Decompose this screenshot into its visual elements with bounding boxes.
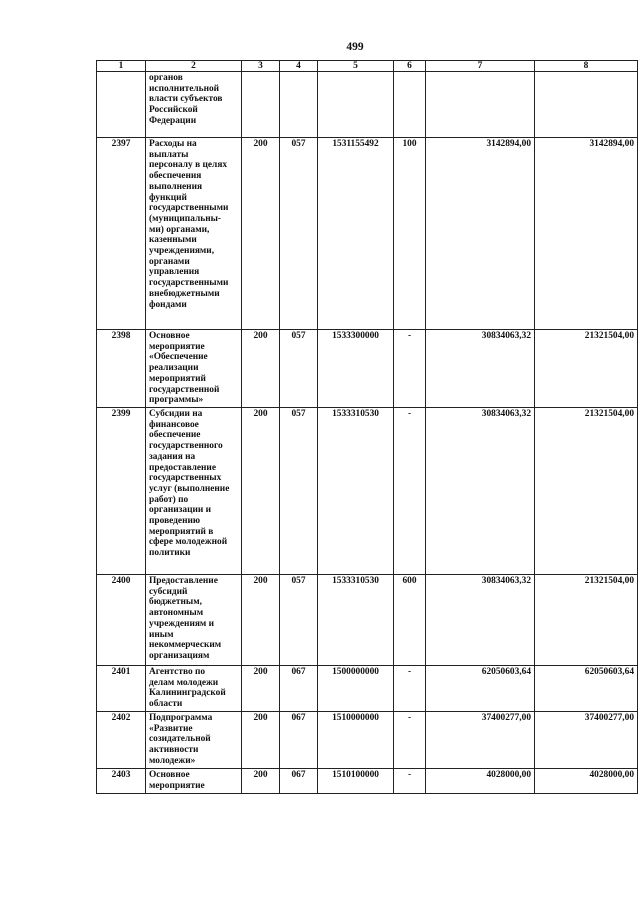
cell-col5 xyxy=(318,72,394,138)
row-description: органов исполнительной власти субъектов Российской Федерации xyxy=(146,72,242,138)
cell-col6 xyxy=(394,72,426,138)
table-row xyxy=(97,666,638,712)
table-row xyxy=(97,712,638,769)
cell-col8: 21321504,00 xyxy=(535,330,638,408)
row-number: 2399 xyxy=(97,408,146,575)
cell-col6: - xyxy=(394,666,426,712)
cell-col5: 1500000000 xyxy=(318,666,394,712)
cell-col4: 067 xyxy=(280,666,318,712)
cell-col3: 200 xyxy=(242,408,280,575)
cell-col7: 4028000,00 xyxy=(426,769,535,794)
page-number: 499 xyxy=(346,41,364,53)
row-description: Подпрограмма «Развитие созидательной активности молодежи» xyxy=(146,712,242,769)
cell-col8: 4028000,00 xyxy=(535,769,638,794)
row-description: Агентство по делам молодежи Калининградской области xyxy=(146,666,242,712)
row-number: 2402 xyxy=(97,712,146,769)
cell-col8 xyxy=(535,72,638,138)
cell-col3: 200 xyxy=(242,330,280,408)
cell-col8: 62050603,64 xyxy=(535,666,638,712)
cell-col8: 3142894,00 xyxy=(535,138,638,330)
row-description: Предоставление субсидий бюджетным, автономным учреждениям и иным некоммерческим организациям xyxy=(146,575,242,666)
row-description: Основное мероприятие xyxy=(146,769,242,794)
cell-col8: 37400277,00 xyxy=(535,712,638,769)
column-header: 1 xyxy=(97,61,146,72)
table-row xyxy=(97,408,638,575)
cell-col6: - xyxy=(394,408,426,575)
cell-col3 xyxy=(242,72,280,138)
cell-col6: - xyxy=(394,712,426,769)
budget-table xyxy=(96,60,638,794)
cell-col5: 1510100000 xyxy=(318,769,394,794)
cell-col3: 200 xyxy=(242,575,280,666)
row-number: 2398 xyxy=(97,330,146,408)
column-header: 3 xyxy=(242,61,280,72)
cell-col7: 3142894,00 xyxy=(426,138,535,330)
column-header: 8 xyxy=(535,61,638,72)
cell-col4: 057 xyxy=(280,575,318,666)
column-header: 6 xyxy=(394,61,426,72)
cell-col5: 1533310530 xyxy=(318,408,394,575)
row-description: Субсидии на финансовое обеспечение государственного задания на предоставление государственных услуг (выполнение работ) по организации и проведению мероприятий в сфере молодежной политики xyxy=(146,408,242,575)
row-number: 2400 xyxy=(97,575,146,666)
cell-col7: 37400277,00 xyxy=(426,712,535,769)
cell-col3: 200 xyxy=(242,666,280,712)
table-row xyxy=(97,72,638,138)
row-number: 2397 xyxy=(97,138,146,330)
cell-col6: - xyxy=(394,769,426,794)
cell-col5: 1531155492 xyxy=(318,138,394,330)
cell-col5: 1533310530 xyxy=(318,575,394,666)
column-header: 2 xyxy=(146,61,242,72)
cell-col4: 057 xyxy=(280,408,318,575)
cell-col4: 057 xyxy=(280,138,318,330)
column-header: 7 xyxy=(426,61,535,72)
cell-col5: 1510000000 xyxy=(318,712,394,769)
cell-col6: 100 xyxy=(394,138,426,330)
cell-col3: 200 xyxy=(242,138,280,330)
row-description: Основное мероприятие «Обеспечение реализации мероприятий государственной программы» xyxy=(146,330,242,408)
row-description: Расходы на выплаты персоналу в целях обеспечения выполнения функций государственными (муниципальны- ми) органами, казенными учреждениями, органами управления государственными внебюджетными фондами xyxy=(146,138,242,330)
cell-col3: 200 xyxy=(242,712,280,769)
cell-col6: - xyxy=(394,330,426,408)
cell-col7: 30834063,32 xyxy=(426,330,535,408)
cell-col7: 62050603,64 xyxy=(426,666,535,712)
column-header: 4 xyxy=(280,61,318,72)
table-row xyxy=(97,575,638,666)
cell-col4: 067 xyxy=(280,769,318,794)
cell-col7: 30834063,32 xyxy=(426,575,535,666)
table-row xyxy=(97,138,638,330)
cell-col7 xyxy=(426,72,535,138)
cell-col5: 1533300000 xyxy=(318,330,394,408)
cell-col4 xyxy=(280,72,318,138)
cell-col7: 30834063,32 xyxy=(426,408,535,575)
row-number xyxy=(97,72,146,138)
cell-col4: 057 xyxy=(280,330,318,408)
cell-col8: 21321504,00 xyxy=(535,408,638,575)
table-row xyxy=(97,769,638,794)
cell-col6: 600 xyxy=(394,575,426,666)
column-header: 5 xyxy=(318,61,394,72)
cell-col8: 21321504,00 xyxy=(535,575,638,666)
cell-col4: 067 xyxy=(280,712,318,769)
cell-col3: 200 xyxy=(242,769,280,794)
row-number: 2401 xyxy=(97,666,146,712)
row-number: 2403 xyxy=(97,769,146,794)
table-row xyxy=(97,330,638,408)
table-header-row xyxy=(97,61,638,72)
